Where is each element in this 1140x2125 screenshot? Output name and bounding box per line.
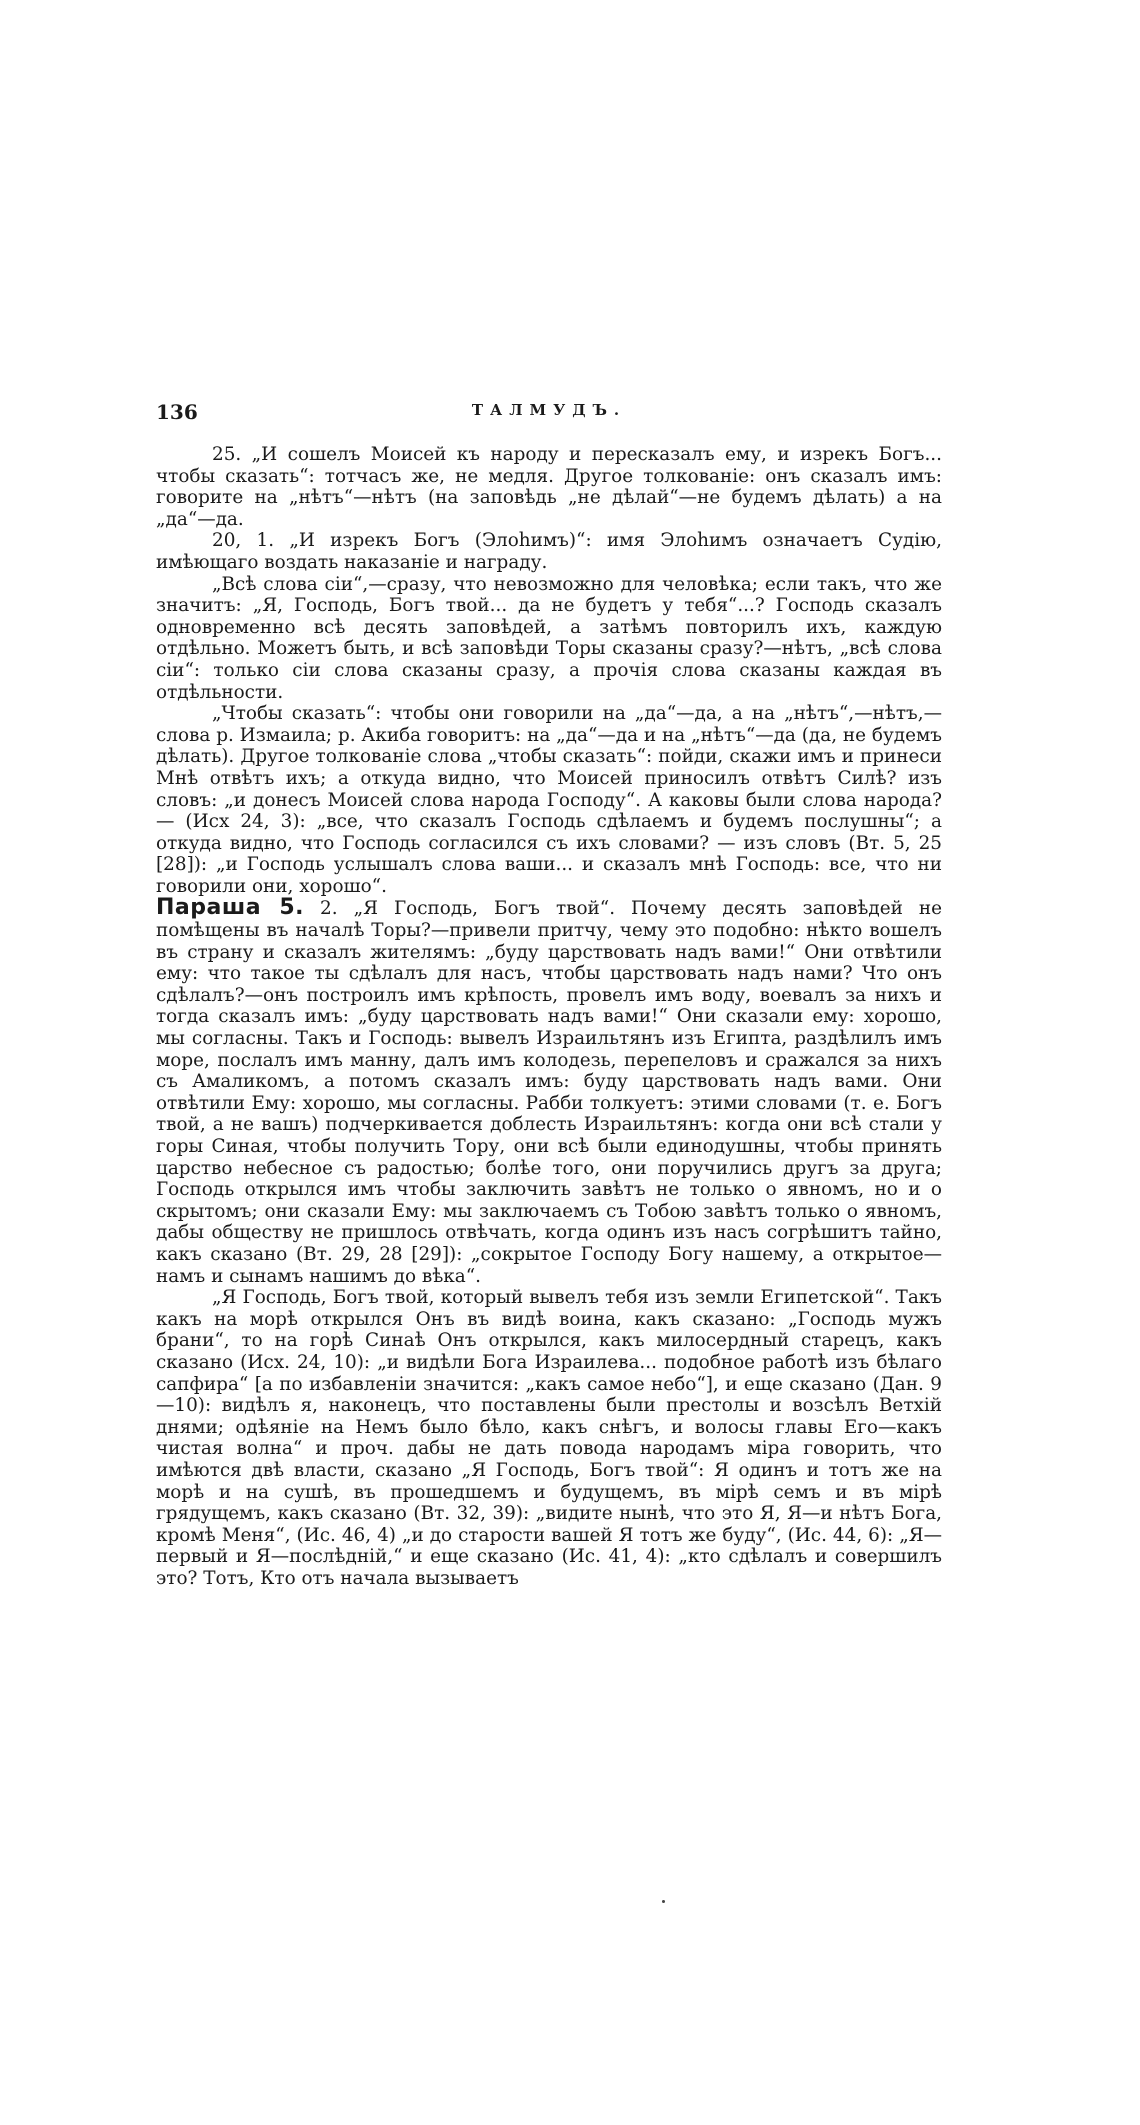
running-title: ТАЛМУДЪ. [471, 401, 627, 419]
paragraph-parasha-5 [156, 897, 942, 1287]
stray-ink-dot [662, 1900, 665, 1903]
running-head [156, 400, 942, 426]
paragraph-verse-20-1: 20, 1. „И изрекъ Богъ (Элоһимъ)“: имя Элоһимъ означаетъ Судію, имѣющаго воздать наказаніе и награду. [156, 530, 942, 573]
paragraph-to-say: „Чтобы сказать“: чтобы они говорили на „да“—да, а на „нѣтъ“,—нѣтъ,—слова р. Измаила; р. Акиба говоритъ: на „да“—да и на „нѣтъ“—да (да, не будемъ дѣлать). Другое толкованіе слова „чтобы сказать“: пойди, скажи имъ и принеси Мнѣ отвѣтъ ихъ; а откуда видно, что Моисей приносилъ отвѣтъ Силѣ? изъ словъ: „и донесъ Моисей слова народа Господу“. А каковы были слова народа? — (Исх 24, 3): „все, что сказалъ Господь сдѣлаемъ и будемъ послушны“; а откуда видно, что Господь согласился съ ихъ словами? — изъ словъ (Вт. 5, 25 [28]): „и Господь услышалъ слова ваши... и сказалъ мнѣ Господь: все, что ни говорили они, хорошо“. [156, 703, 942, 897]
section-heading: Параша 5. [156, 895, 305, 921]
body-text [156, 444, 942, 1589]
section-text: 2. „Я Господь, Богъ твой“. Почему десять заповѣдей не помѣщены въ началѣ Торы?—привели притчу, чему это подобно: нѣкто вошелъ въ страну и сказалъ жителямъ: „буду царствовать надъ вами!“ Они отвѣтили ему: что такое ты сдѣлалъ для насъ, чтобы царствовать надъ нами? Что онъ сдѣлалъ?—онъ построилъ имъ крѣпость, провелъ имъ воду, воевалъ за нихъ и тогда сказалъ имъ: „буду царствовать надъ вами!“ Они сказали ему: хорошо, мы согласны. Такъ и Господь: вывелъ Израильтянъ изъ Египта, раздѣлилъ имъ море, послалъ имъ манну, далъ имъ колодезь, перепеловъ и сражался за нихъ съ Амаликомъ, а потомъ сказалъ имъ: буду царствовать надъ вами. Они отвѣтили Ему: хорошо, мы согласны. Рабби толкуетъ: этими словами (т. е. Богъ твой, а не вашъ) подчеркивается доблесть Израильтянъ: когда они всѣ стали у горы Синая, чтобы получить Тору, они всѣ были единодушны, чтобы принять царство небесное съ радостью; болѣе того, они поручились другъ за друга; Господь открылся имъ чтобы заключить завѣтъ не только о явномъ, но и о скрытомъ; они сказали Ему: мы заключаемъ съ Тобою завѣтъ только о явномъ, дабы обществу не пришлось отвѣчать, когда одинъ изъ насъ согрѣшитъ тайно, какъ сказано (Вт. 29, 28 [29]): „сокрытое Господу Богу нашему, а открытое—намъ и сынамъ нашимъ до вѣка“. [156, 898, 942, 1287]
book-page [156, 400, 942, 1589]
paragraph-all-words: „Всѣ слова сіи“,—сразу, что невозможно для человѣка; если такъ, что же значитъ: „Я, Господь, Богъ твой... да не будетъ у тебя“...? Господь сказалъ одновременно всѣ десять заповѣдей, а затѣмъ повторилъ ихъ, каждую отдѣльно. Можетъ быть, и всѣ заповѣди Торы сказаны сразу?—нѣтъ, „всѣ слова сіи“: только сіи слова сказаны сразу, а прочія слова сказаны каждая въ отдѣльности. [156, 573, 942, 703]
paragraph-i-am-lord: „Я Господь, Богъ твой, который вывелъ тебя изъ земли Египетской“. Такъ какъ на морѣ открылся Онъ въ видѣ воина, какъ сказано: „Господь мужъ брани“, то на горѣ Синаѣ Онъ открылся, какъ милосердный старецъ, какъ сказано (Исх. 24, 10): „и видѣли Бога Израилева... подобное работѣ изъ бѣлаго сапфира“ [а по избавленіи значится: „какъ самое небо“], и еще сказано (Дан. 9 —10): видѣлъ я, наконецъ, что поставлены были престолы и возсѣлъ Ветхій днями; одѣяніе на Немъ было бѣло, какъ снѣгъ, и волосы главы Его—какъ чистая волна“ и проч. дабы не дать повода народамъ міра говорить, что имѣются двѣ власти, сказано „Я Господь, Богъ твой“: Я одинъ и тотъ же на морѣ и на сушѣ, въ прошедшемъ и будущемъ, въ мірѣ семъ и въ мірѣ грядущемъ, какъ сказано (Вт. 32, 39): „видите нынѣ, что это Я, Я—и нѣтъ Бога, кромѣ Меня“, (Ис. 46, 4) „и до старости вашей Я тотъ же буду“, (Ис. 44, 6): „Я—первый и Я—послѣдній,“ и еще сказано (Ис. 41, 4): „кто сдѣлалъ и совершилъ это? Тотъ, Кто отъ начала вызываетъ [156, 1287, 942, 1589]
paragraph-verse-25: 25. „И сошелъ Моисей къ народу и пересказалъ ему, и изрекъ Богъ... чтобы сказать“: тотчасъ же, не медля. Другое толкованіе: онъ сказалъ имъ: говорите на „нѣтъ“—нѣтъ (на заповѣдь „не дѣлай“—не будемъ дѣлать) а на „да“—да. [156, 444, 942, 530]
page-number: 136 [156, 400, 198, 424]
